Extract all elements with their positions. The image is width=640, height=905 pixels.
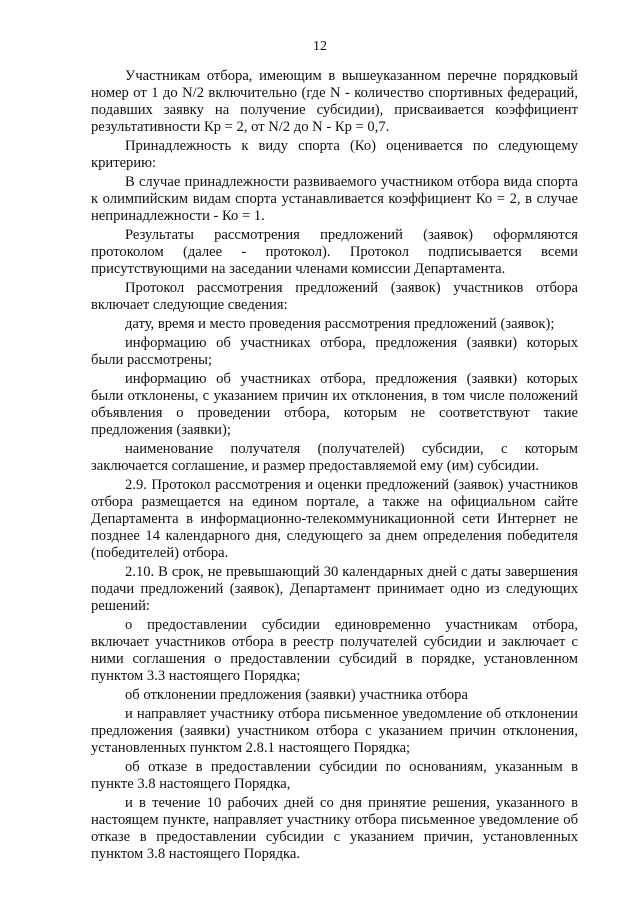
paragraph: Результаты рассмотрения предложений (заявок) оформляются протоколом (далее - протокол). Протокол подписывается всеми присутствующими на заседании членами комиссии Департамента. — [91, 227, 578, 277]
paragraph: Принадлежность к виду спорта (Ко) оценивается по следующему критерию: — [91, 138, 578, 171]
paragraph: дату, время и место проведения рассмотрения предложений (заявок); — [125, 316, 555, 332]
paragraph: об отказе в предоставлении субсидии по основаниям, указанным в пункте 3.8 настоящего Порядка, — [91, 759, 578, 792]
paragraph: об отклонении предложения (заявки) участника отбора — [125, 687, 468, 703]
paragraph: информацию об участниках отбора, предложения (заявки) которых были рассмотрены; — [91, 335, 578, 368]
paragraph: и направляет участнику отбора письменное уведомление об отклонении предложения (заявки) участником отбора с указанием причин отклонения, установленных пунктом 2.8.1 настоящего Порядка; — [91, 706, 578, 756]
paragraph: Протокол рассмотрения предложений (заявок) участников отбора включает следующие сведения: — [91, 280, 578, 313]
paragraph: информацию об участниках отбора, предложения (заявки) которых были отклонены, с указанием причин их отклонения, в том числе положений объявления о проведении отбора, которым не соответствуют такие предложения (заявки); — [91, 371, 578, 438]
paragraph: Участникам отбора, имеющим в вышеуказанном перечне порядковый номер от 1 до N/2 включительно (где N - количество спортивных федераций, подавших заявку на получение субсидии), присваивается коэффициент результативности Кр = 2, от N/2 до N - Кр = 0,7. — [91, 68, 578, 135]
paragraph: В случае принадлежности развиваемого участником отбора вида спорта к олимпийским видам спорта устанавливается коэффициент Ко = 2, в случае непринадлежности - Ко = 1. — [91, 174, 578, 224]
paragraph: 2.10. В срок, не превышающий 30 календарных дней с даты завершения подачи предложений (заявок), Департамент принимает одно из следующих решений: — [91, 564, 578, 614]
paragraph: 2.9. Протокол рассмотрения и оценки предложений (заявок) участников отбора размещается на едином портале, а также на официальном сайте Департамента в информационно-телекоммуникационной сети Интернет не позднее 14 календарного дня, следующего за днем определения победителя (победителей) отбора. — [91, 477, 578, 561]
paragraph: наименование получателя (получателей) субсидии, с которым заключается соглашение, и размер предоставляемой ему (им) субсидии. — [91, 441, 578, 474]
paragraph: о предоставлении субсидии единовременно участникам отбора, включает участников отбора в реестр получателей субсидии и заключает с ними соглашения о предоставлении субсидий в порядке, установленном пунктом 3.3 настоящего Порядка; — [91, 617, 578, 684]
paragraph: и в течение 10 рабочих дней со дня принятие решения, указанного в настоящем пункте, направляет участнику отбора письменное уведомление об отказе в предоставлении субсидии с указанием причин, установленных пунктом 3.8 настоящего Порядка. — [91, 795, 578, 862]
document-body — [91, 68, 578, 865]
page-number: 12 — [313, 39, 327, 54]
